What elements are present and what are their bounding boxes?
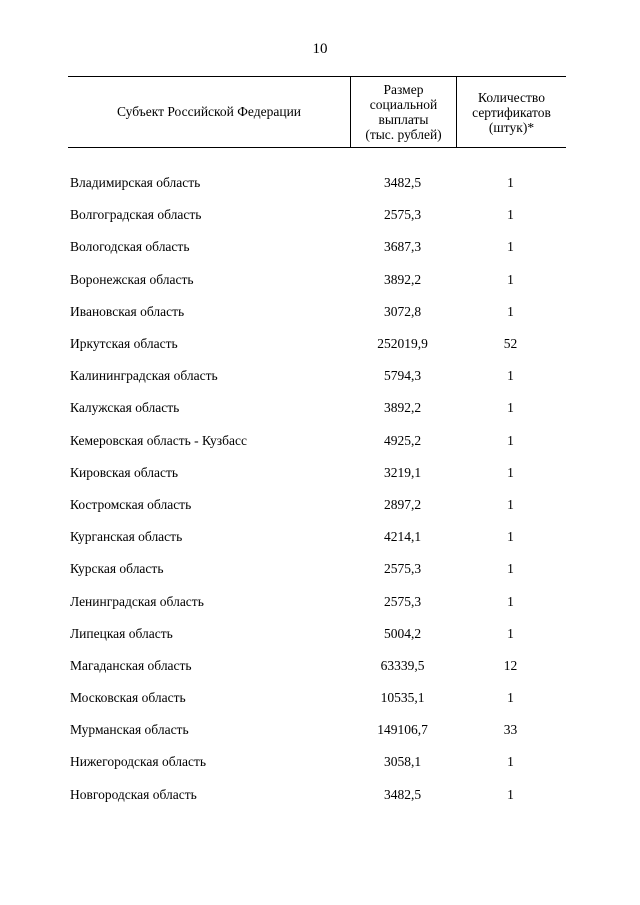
row-count: 1	[507, 239, 514, 255]
row-amount: 3058,1	[383, 754, 422, 770]
table-row	[68, 618, 566, 650]
row-amount: 63339,5	[380, 657, 425, 673]
row-count: 1	[507, 561, 514, 577]
row-subject: Мурманская область	[70, 722, 189, 738]
table-row	[68, 521, 566, 553]
row-count: 1	[507, 400, 514, 416]
row-subject: Калининградская область	[70, 368, 218, 384]
row-count: 1	[507, 786, 514, 802]
row-amount: 3687,3	[383, 239, 422, 255]
table-row	[68, 714, 566, 746]
header-subject: Субъект Российской Федерации	[116, 104, 302, 119]
row-subject: Вологодская область	[70, 239, 190, 255]
table-row	[68, 779, 566, 811]
row-amount: 4925,2	[383, 432, 422, 448]
row-count: 1	[507, 464, 514, 480]
row-count: 1	[507, 625, 514, 641]
row-subject: Курганская область	[70, 529, 183, 545]
row-count: 1	[507, 432, 514, 448]
table-row	[68, 264, 566, 296]
row-amount: 4214,1	[383, 529, 422, 545]
row-count: 1	[507, 690, 514, 706]
row-amount: 252019,9	[377, 336, 428, 352]
table-row	[68, 360, 566, 392]
row-count: 1	[507, 368, 514, 384]
row-amount: 2575,3	[383, 207, 422, 223]
table-row	[68, 489, 566, 521]
row-subject: Московская область	[70, 690, 186, 706]
table-row	[68, 231, 566, 263]
row-amount: 3892,2	[383, 400, 422, 416]
table-row	[68, 457, 566, 489]
header-amount: Размер социальной выплаты (тыс. рублей)	[350, 77, 457, 147]
row-subject: Костромская область	[70, 496, 192, 512]
row-subject: Калужская область	[70, 400, 180, 416]
row-subject: Воронежская область	[70, 271, 194, 287]
row-subject: Магаданская область	[70, 657, 192, 673]
table-row	[68, 585, 566, 617]
row-amount: 3482,5	[383, 786, 422, 802]
row-count: 1	[507, 754, 514, 770]
certificates-table	[68, 76, 566, 811]
table-row	[68, 425, 566, 457]
row-subject: Кемеровская область - Кузбасс	[70, 432, 247, 448]
table-row	[68, 167, 566, 199]
row-amount: 3482,5	[383, 175, 422, 191]
header-count: Количество сертификатов (штук)*	[472, 89, 551, 135]
row-amount: 2575,3	[383, 561, 422, 577]
row-count: 1	[507, 529, 514, 545]
row-subject: Ленинградская область	[70, 593, 204, 609]
row-count: 12	[503, 657, 518, 673]
page-number: 10	[312, 41, 328, 57]
row-subject: Волгоградская область	[70, 207, 202, 223]
row-subject: Новгородская область	[70, 786, 197, 802]
row-subject: Нижегородская область	[70, 754, 207, 770]
row-amount: 2897,2	[383, 496, 422, 512]
table-row	[68, 392, 566, 424]
row-amount: 2575,3	[383, 593, 422, 609]
row-amount: 5004,2	[383, 625, 422, 641]
row-amount: 5794,3	[383, 368, 422, 384]
table-header	[68, 76, 566, 148]
row-amount: 3072,8	[383, 303, 422, 319]
row-subject: Кировская область	[70, 464, 179, 480]
row-count: 1	[507, 271, 514, 287]
table-row	[68, 650, 566, 682]
row-count: 1	[507, 303, 514, 319]
row-count: 1	[507, 593, 514, 609]
row-amount: 10535,1	[380, 690, 425, 706]
row-subject: Владимирская область	[70, 175, 201, 191]
table-row	[68, 553, 566, 585]
table-row	[68, 746, 566, 778]
row-amount: 3219,1	[383, 464, 422, 480]
table-row	[68, 296, 566, 328]
row-count: 33	[503, 722, 518, 738]
table-row	[68, 682, 566, 714]
row-amount: 149106,7	[377, 722, 428, 738]
table-row	[68, 328, 566, 360]
row-subject: Курская область	[70, 561, 164, 577]
row-subject: Ивановская область	[70, 303, 185, 319]
row-amount: 3892,2	[383, 271, 422, 287]
row-subject: Иркутская область	[70, 336, 178, 352]
row-count: 1	[507, 207, 514, 223]
row-count: 1	[507, 496, 514, 512]
row-count: 1	[507, 175, 514, 191]
table-row	[68, 199, 566, 231]
row-count: 52	[503, 336, 518, 352]
table-body	[68, 167, 566, 811]
row-subject: Липецкая область	[70, 625, 173, 641]
